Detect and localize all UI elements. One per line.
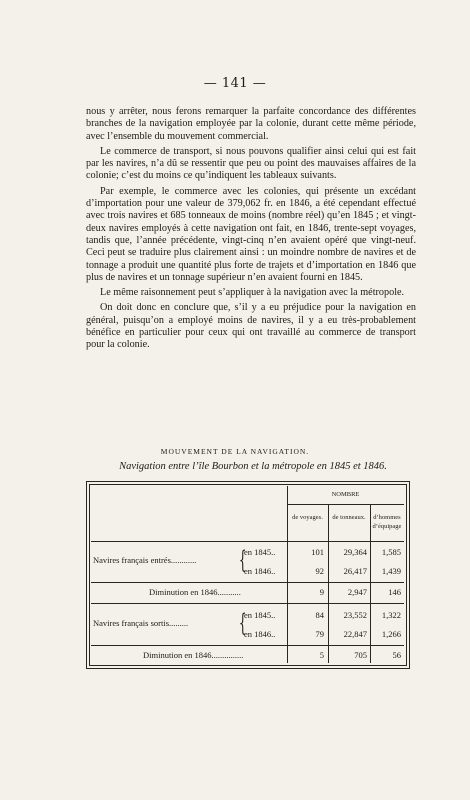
section-title: MOUVEMENT DE LA NAVIGATION. <box>160 447 310 456</box>
paragraph-3: Par exemple, le commerce avec les colonies, qui présente un excédant d’importation pour une valeur de 379,062 fr. en 1846, a été cependant effectué avec trois navires et 685 tonneaux de moins (nombre réel) qu’en 1845 ; et vingt-deux navires employés à cette navigation ont fait, en 1846, trente-sept voyages, tandis que, l’année précédente, vingt-cinq n’en avaient opéré que vingt-neuf. Ceci peut se traduire plus clairement ainsi : un moindre nombre de navires et de tonnage a produit une quantité plus forte de trajets et d’importation en 1846 que plus de navires et un tonnage supérieur n’en avaient fourni en 1845. <box>86 185 416 283</box>
row-sub-1846: en 1846.. <box>244 629 276 639</box>
col-header-equipage: d’hommes d’équipage <box>372 514 402 530</box>
cell-equipage: 1,439 <box>381 566 401 576</box>
brace: { <box>238 609 247 637</box>
row-divider <box>91 645 404 646</box>
col-header-voyages: de voyages. <box>292 514 323 521</box>
cell-voyages: 84 <box>315 610 324 620</box>
brace: { <box>238 546 247 574</box>
cell-tonneaux: 22,847 <box>343 629 367 639</box>
cell-equipage: 56 <box>392 650 401 660</box>
paragraph-5: On doit donc en conclure que, s’il y a eu préjudice pour la navigation en général, puisqu’on a employé moins de navires, il y a eu très-probablement bénéfice en particulier pour ceux qui ont travaillé au commerce de transport pour la colonie. <box>86 302 416 351</box>
cell-tonneaux: 26,417 <box>343 566 367 576</box>
row-sub-1846: en 1846.. <box>244 566 276 576</box>
row-label-sortis: Navires français sortis......... <box>93 618 189 628</box>
cell-tonneaux: 23,552 <box>343 610 367 620</box>
row-label-diminution: Diminution en 1846........... <box>149 587 241 597</box>
paragraph-1: nous y arrêter, nous ferons remarquer la parfaite concordance des différentes branches de la navigation employée par la colonie, durant cette même période, avec l’ensemble du mouvement commercial. <box>86 106 416 142</box>
col-header-tonneaux: de tonneaux. <box>332 514 366 521</box>
paragraph-4: Le même raisonnement peut s’appliquer à la navigation avec la métropole. <box>100 287 405 299</box>
cell-voyages: 9 <box>319 587 324 597</box>
row-label-diminution: Diminution en 1846............... <box>143 650 244 660</box>
cell-equipage: 1,266 <box>381 629 401 639</box>
row-sub-1845: en 1845.. <box>244 610 276 620</box>
cell-tonneaux: 705 <box>354 650 367 660</box>
cell-equipage: 146 <box>388 587 401 597</box>
cell-equipage: 1,585 <box>381 547 401 557</box>
row-sub-1845: en 1845.. <box>244 547 276 557</box>
cell-tonneaux: 2,947 <box>347 587 367 597</box>
cell-voyages: 5 <box>319 650 324 660</box>
table-title: Navigation entre l’île Bourbon et la métropole en 1845 et 1846. <box>119 461 387 472</box>
cell-voyages: 79 <box>315 629 324 639</box>
cell-voyages: 101 <box>311 547 324 557</box>
body-text <box>86 106 416 355</box>
page-number: — 141 — <box>203 76 267 91</box>
header-divider <box>287 504 404 505</box>
cell-tonneaux: 29,364 <box>343 547 367 557</box>
header-bottom-line <box>91 541 404 542</box>
navigation-table <box>86 481 410 669</box>
group-header: NOMBRE <box>331 491 360 498</box>
row-divider <box>91 582 404 583</box>
table-grid <box>91 486 404 663</box>
row-divider <box>91 603 404 604</box>
cell-equipage: 1,322 <box>381 610 401 620</box>
cell-voyages: 92 <box>315 566 324 576</box>
paragraph-2: Le commerce de transport, si nous pouvons qualifier ainsi celui qui est fait par les navires, n’a dû se ressentir que peu ou point des mauvaises affaires de la colonie; c’est du moins ce qu’indiquent les tableaux suivants. <box>86 145 416 182</box>
column-divider <box>328 505 329 663</box>
row-label-entres: Navires français entrés............ <box>93 555 197 565</box>
